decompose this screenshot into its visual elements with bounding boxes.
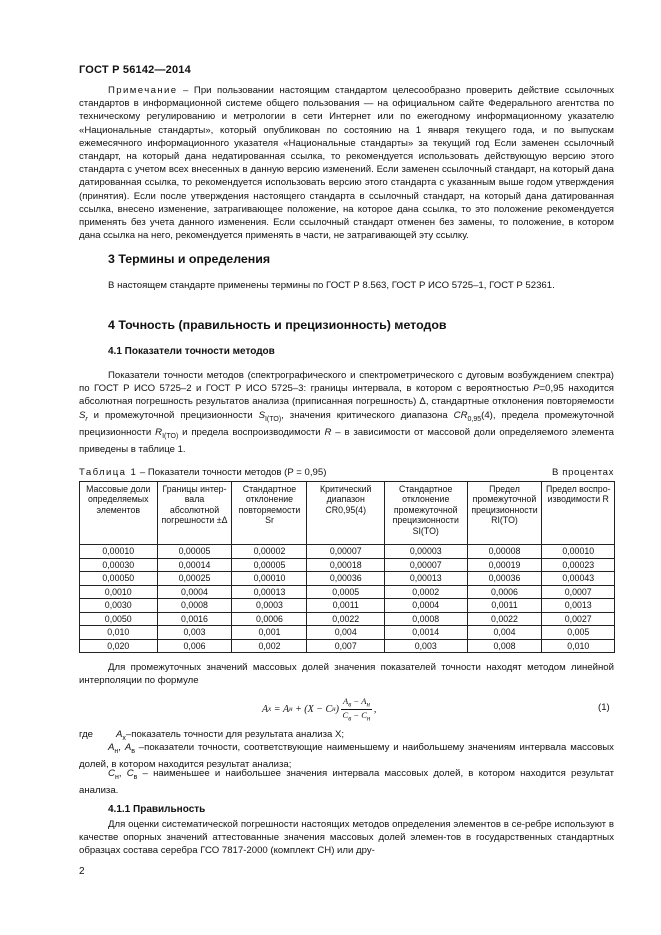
where-line-1: где $A_x$–показатель точности для результата анализа X; — [79, 729, 345, 742]
table-cell: 0,0027 — [542, 612, 615, 626]
table-cell: 0,004 — [307, 626, 385, 640]
table-cell: 0,00010 — [80, 545, 158, 559]
table-cell: 0,010 — [80, 626, 158, 640]
table-cell: 0,0010 — [80, 585, 158, 599]
table-header-row — [80, 482, 615, 545]
table-cell: 0,00030 — [80, 558, 158, 572]
section-4-1-title: 4.1 Показатели точности методов — [108, 346, 275, 357]
section-3-text: В настоящем стандарте применены термины по ГОСТ Р 8.563, ГОСТ Р ИСО 5725–1, ГОСТ Р 52361. — [108, 280, 555, 291]
table-cell: 0,00023 — [542, 558, 615, 572]
table-cell: 0,00018 — [307, 558, 385, 572]
section-4-1-1-text: Для оценки систематической погрешности настоящих методов определения элементов в се-ребре используют в качестве опорных значений аттестованные значения массовых долей элемен-тов в государственных стандартных образцах состава серебра ГСО 7817-2000 (комплект СН) или дру- — [79, 819, 614, 857]
table-cell: 0,00013 — [232, 585, 307, 599]
doc-header: ГОСТ Р 56142—2014 — [79, 64, 191, 76]
table-cell: 0,00005 — [232, 558, 307, 572]
col-header: Предел воспро-изводимости R — [542, 482, 615, 545]
table-cell: 0,00019 — [467, 558, 542, 572]
col-header: Границы интер-вала абсолютной погрешности ±Δ — [157, 482, 232, 545]
table-1-title: – Показатели точности методов (P = 0,95) — [137, 467, 327, 478]
table-cell: 0,00036 — [467, 572, 542, 586]
table-cell: 0,0016 — [157, 612, 232, 626]
table-cell: 0,008 — [467, 639, 542, 653]
table-cell: 0,003 — [157, 626, 232, 640]
note-text: При пользовании настоящим стандартом целесообразно проверить действие ссылочных стандартов в информационной системе общего пользования — на официальном сайте Федерального агентства по техническому регулированию и метрологии в сети Интернет или по ежегодному информационному указателю «Национальные стандарты», который опубликован по состоянию на 1 января текущего года, и по выпускам ежемесячного информационного указателя «Национальные стандарты» за текущий год Если заменен ссылочный стандарт, на который дана недатированная ссылка, то рекомендуется использовать действующую версию этого стандарта с учетом всех внесенных в данную версию изменений. Если заменен ссылочный стандарт, на который дана датированная ссылка, то рекомендуется использовать версию этого стандарта с указанным выше годом утверждения (принятия). Если после утверждения настоящего стандарта в ссылочный стандарт, на который дана датированная ссылка, внесено изменение, затрагивающее положение, на которое дана ссылка, то это положение рекомендуется применять без учета данного изменения. Если ссылочный стандарт отменен без замены, то положение, в котором дана ссылка на него, рекомендуется применять в части, не затрагивающей эту ссылку. — [79, 85, 614, 242]
table-cell: 0,0011 — [467, 599, 542, 613]
table-cell: 0,0022 — [467, 612, 542, 626]
section-4-1-paragraph: Показатели точности методов (спектрографического и спектрометрического с дуговым возбуждением спектра) по ГОСТ Р ИСО 5725–2 и ГОСТ Р ИСО 5725–3: границы интервала, в котором с вероятностью P=0,95 находится абсолютная погрешность результатов анализа (приписанная погрешность) Δ, стандартные отклонения повторяемости $S_r$ и промежуточной прецизионности $S_{I(TO)}$, значения критического диапазона $CR_{0,95}(4)$, предела промежуточной прецизионности $R_{I(TO)}$ и предела воспроизводимости R – в зависимости от массовой доли определяемого элемента приведены в таблице 1. — [79, 370, 615, 455]
table-cell: 0,00008 — [467, 545, 542, 559]
table-cell: 0,00003 — [384, 545, 467, 559]
table-cell: 0,0008 — [157, 599, 232, 613]
where-line-2: $A_н$, $A_в$ –показатели точности, соответствующие наименьшему и наибольшему значениям интервала массовых долей, в котором находится результат анализа; — [79, 742, 614, 771]
note-dash: – — [177, 85, 194, 96]
table-1-caption — [79, 467, 614, 478]
col-header: Стандартное отклонение повторяемости Sr — [232, 482, 307, 545]
table-cell: 0,00014 — [157, 558, 232, 572]
table-cell: 0,00010 — [542, 545, 615, 559]
table-cell: 0,00050 — [80, 572, 158, 586]
page-number: 2 — [79, 866, 85, 877]
table-cell: 0,0014 — [384, 626, 467, 640]
table-cell: 0,0008 — [384, 612, 467, 626]
table-cell: 0,006 — [157, 639, 232, 653]
where-line-3: $C_н$, $C_в$ – наименьшее и наибольшее значения интервала массовых долей, в котором находится результат анализа. — [79, 768, 614, 797]
table-cell: 0,0022 — [307, 612, 385, 626]
table-cell: 0,007 — [307, 639, 385, 653]
interpolation-text: Для промежуточных значений массовых долей значения показателей точности находят методом линейной интерполяции по формуле — [79, 662, 614, 687]
table-cell: 0,010 — [542, 639, 615, 653]
table-1 — [79, 481, 615, 653]
table-cell: 0,020 — [80, 639, 158, 653]
table-row — [80, 612, 615, 626]
table-cell: 0,0013 — [542, 599, 615, 613]
table-cell: 0,00010 — [232, 572, 307, 586]
table-row — [80, 626, 615, 640]
formula-number: (1) — [598, 702, 610, 713]
col-header: Стандартное отклонение промежуточной прецизионности SI(TO) — [384, 482, 467, 545]
table-body — [80, 545, 615, 653]
table-cell: 0,0003 — [232, 599, 307, 613]
table-cell: 0,0011 — [307, 599, 385, 613]
formula-1: A x = A н + (X − C н ) $\frac{A_в - A_н}{C_в - C_н}$ , — [262, 696, 377, 723]
table-row — [80, 572, 615, 586]
table-cell: 0,001 — [232, 626, 307, 640]
table-1-units: В процентах — [552, 467, 614, 478]
section-4-title: 4 Точность (правильность и прецизионность) методов — [108, 318, 447, 332]
table-cell: 0,0004 — [157, 585, 232, 599]
col-header: Массовые доли определяемых элементов — [80, 482, 158, 545]
table-cell: 0,0004 — [384, 599, 467, 613]
table-cell: 0,0006 — [467, 585, 542, 599]
section-3-title: 3 Термины и определения — [108, 252, 271, 266]
table-row — [80, 558, 615, 572]
table-cell: 0,00036 — [307, 572, 385, 586]
table-cell: 0,0002 — [384, 585, 467, 599]
table-cell: 0,00005 — [157, 545, 232, 559]
table-cell: 0,00025 — [157, 572, 232, 586]
table-cell: 0,004 — [467, 626, 542, 640]
table-cell: 0,0007 — [542, 585, 615, 599]
section-4-1-1-title: 4.1.1 Правильность — [108, 804, 206, 815]
table-cell: 0,005 — [542, 626, 615, 640]
table-cell: 0,002 — [232, 639, 307, 653]
col-header: Критический диапазон CR0,95(4) — [307, 482, 385, 545]
note-label: Примечание — [108, 85, 178, 96]
col-header: Предел промежуточной прецизионности RI(TO) — [467, 482, 542, 545]
table-cell: 0,00007 — [307, 545, 385, 559]
table-cell: 0,00013 — [384, 572, 467, 586]
table-cell: 0,0030 — [80, 599, 158, 613]
table-cell: 0,00043 — [542, 572, 615, 586]
table-row — [80, 599, 615, 613]
table-1-label: Таблица 1 — [79, 467, 138, 478]
table-cell: 0,0005 — [307, 585, 385, 599]
table-cell: 0,00007 — [384, 558, 467, 572]
note-paragraph — [79, 84, 614, 242]
table-cell: 0,0050 — [80, 612, 158, 626]
table-cell: 0,0006 — [232, 612, 307, 626]
table-cell: 0,003 — [384, 639, 467, 653]
table-row — [80, 585, 615, 599]
table-row — [80, 639, 615, 653]
table-row — [80, 545, 615, 559]
table-cell: 0,00002 — [232, 545, 307, 559]
